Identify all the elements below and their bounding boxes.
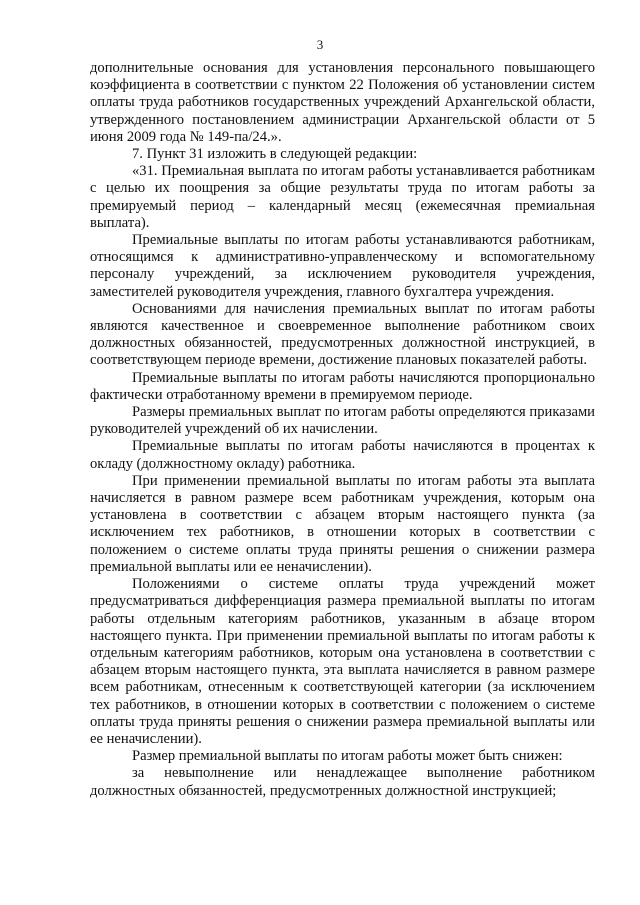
paragraph: Основаниями для начисления премиальных выплат по итогам работы являются качественное и своевременное выполнение работником своих должностных обязанностей, предусмотренных должностной инструкцией, в соответствующем периоде времени, достижение плановых показателей работы.	[90, 300, 595, 369]
paragraph: за невыполнение или ненадлежащее выполнение работником должностных обязанностей, предусмотренных должностной инструкцией;	[90, 765, 595, 799]
page-number: 3	[316, 37, 324, 52]
paragraph: Положениями о системе оплаты труда учреждений может предусматриваться дифференциация размера премиальной выплаты по итогам работы отдельным категориям работников, указанным в абзаце втором настоящего пункта. При применении премиальной выплаты по итогам работы к отдельным категориям работников, которым она установлена в соответствии с абзацем вторым настоящего пункта, эта выплата начисляется в равном размере всем работникам, отнесенным к соответствующей категории (за исключением тех работников, в отношении которых в соответствии с положением о системе оплаты труда приняты решения о снижении размера премиальной выплаты или ее неначислении).	[90, 576, 595, 747]
paragraph: Премиальные выплаты по итогам работы начисляются пропорционально фактически отработанному времени в премируемом периоде.	[90, 369, 595, 403]
paragraph: 7. Пункт 31 изложить в следующей редакции:	[132, 146, 418, 163]
paragraph: При применении премиальной выплаты по итогам работы эта выплата начисляется в равном размере всем работникам учреждения, которым она установлена в соответствии с абзацем вторым настоящего пункта (за исключением тех работников, в отношении которых в соответствии с положением о системе оплаты труда приняты решения о снижении размера премиальной выплаты или ее неначислении).	[90, 472, 595, 575]
paragraph: дополнительные основания для установления персонального повышающего коэффициента в соответствии с пунктом 22 Положения об установлении систем оплаты труда работников государственных учреждений Архангельской области, утвержденного постановлением администрации Архангельской области от 5 июня 2009 года № 149-па/24.».	[90, 60, 595, 145]
paragraph: Размер премиальной выплаты по итогам работы может быть снижен:	[132, 748, 563, 765]
paragraph: Премиальные выплаты по итогам работы устанавливаются работникам, относящимся к административно-управленческому и вспомогательному персоналу учреждений, за исключением руководителя учреждения, заместителей руководителя учреждения, главного бухгалтера учреждения.	[90, 232, 595, 300]
paragraph: «31. Премиальная выплата по итогам работы устанавливается работникам с целью их поощрения за общие результаты труда по итогам работы за премируемый период – календарный месяц (ежемесячная премиальная выплата).	[90, 163, 595, 231]
document-body	[90, 60, 595, 800]
paragraph: Размеры премиальных выплат по итогам работы определяются приказами руководителей учреждений об их начислении.	[90, 404, 595, 438]
paragraph: Премиальные выплаты по итогам работы начисляются в процентах к окладу (должностному окладу) работника.	[90, 438, 595, 472]
